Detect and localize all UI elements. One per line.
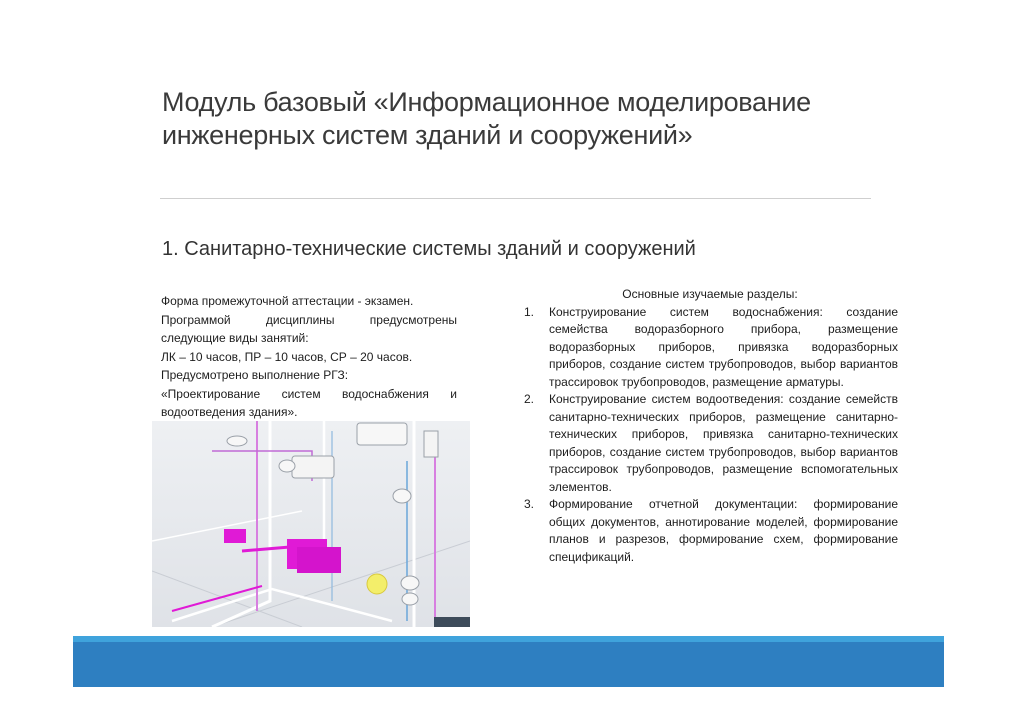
list-item — [522, 391, 898, 496]
sections-list — [522, 304, 898, 567]
info-line-2: Программой дисциплины предусмотрены — [161, 312, 457, 327]
slide-title — [162, 86, 882, 152]
footer-band — [73, 636, 944, 687]
info-line-7: водоотведения здания». — [161, 405, 298, 419]
sections-heading: Основные изучаемые разделы: — [622, 287, 798, 301]
list-item-number: 1. — [524, 304, 535, 319]
studied-sections — [522, 286, 898, 566]
list-item-number: 3. — [524, 497, 535, 511]
info-line-3: следующие виды занятий: — [161, 331, 309, 345]
attestation-info — [161, 292, 457, 422]
info-line-5: Предусмотрено выполнение РГЗ: — [161, 368, 349, 382]
list-item-text: Формирование отчетной документации: формирование общих документов, аннотирование моделей, формирование планов и разрезов, формирование схем, формирование спецификаций. — [549, 497, 898, 564]
info-line-1: Форма промежуточной аттестации - экзамен. — [161, 294, 414, 308]
plumbing-model-image — [152, 421, 470, 627]
section-subtitle: 1. Санитарно-технические системы зданий и сооружений — [162, 238, 696, 260]
title-line-2: инженерных систем зданий и сооружений» — [162, 120, 693, 150]
list-item — [522, 304, 898, 392]
info-line-6: «Проектирование систем водоснабжения и — [161, 386, 457, 401]
footer-band-highlight — [73, 636, 944, 642]
title-line-1: Модуль базовый «Информационное моделирование — [162, 87, 811, 117]
list-item-text: Конструирование систем водоотведения: создание семейств санитарно-технических приборов, размещение санитарно-технических приборов, привязка санитарно-технических приборов, создание систем трубопроводов, выбор вариантов трассировок трубопроводов, размещение вспомогательных элементов. — [549, 392, 898, 494]
title-divider — [160, 198, 871, 199]
list-item — [522, 496, 898, 566]
list-item-text: Конструирование систем водоснабжения: создание семейства водоразборного прибора, размещение водоразборных приборов, привязка водоразборных приборов, создание систем трубопроводов, выбор вариантов трассировок трубопроводов, размещение арматуры. — [549, 304, 898, 389]
list-item-number: 2. — [524, 392, 535, 406]
info-line-4: ЛК – 10 часов, ПР – 10 часов, СР – 20 часов. — [161, 349, 413, 364]
